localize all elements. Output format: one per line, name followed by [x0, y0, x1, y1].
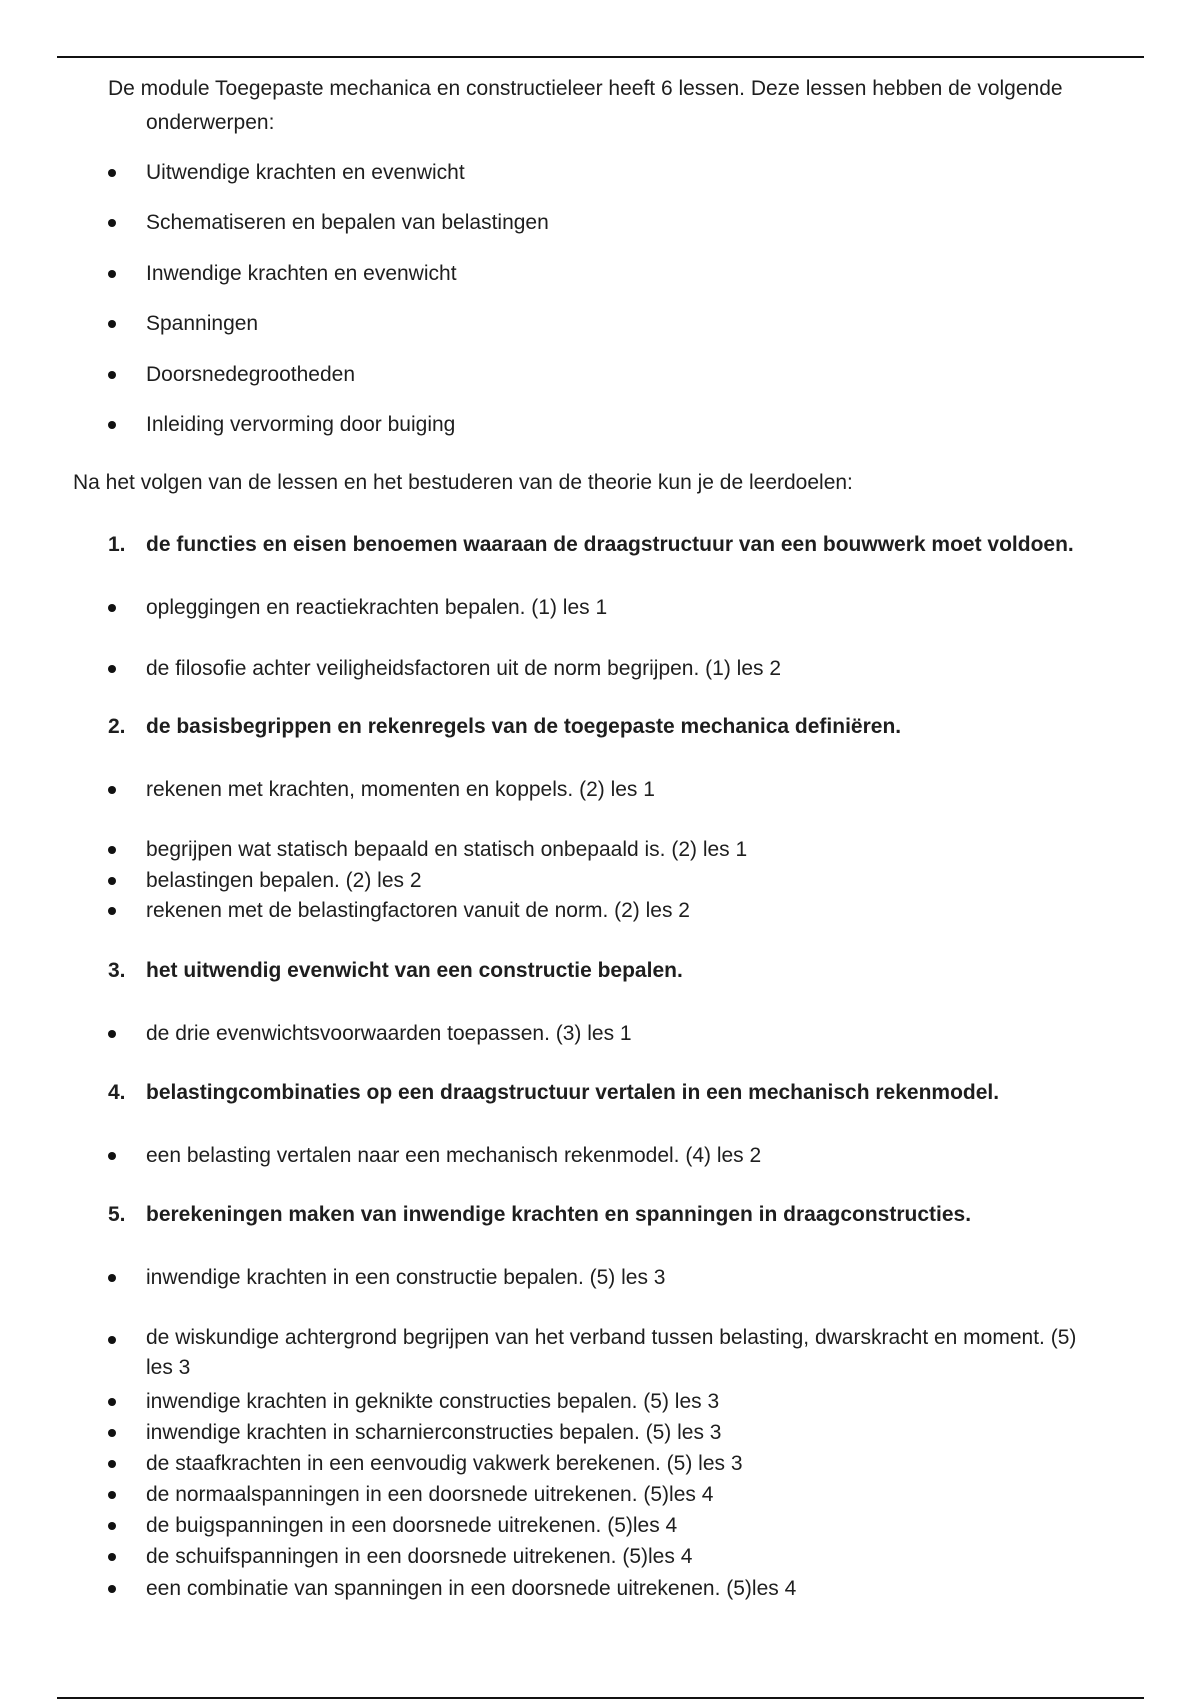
goal-item: rekenen met de belastingfactoren vanuit de norm. (2) les 2 [146, 899, 690, 922]
goal-item: de normaalspanningen in een doorsnede uitrekenen. (5)les 4 [146, 1483, 714, 1506]
topic-item: Uitwendige krachten en evenwicht [146, 161, 465, 184]
goal-item: de filosofie achter veiligheidsfactoren uit de norm begrijpen. (1) les 2 [146, 657, 782, 680]
bullet-icon [108, 786, 116, 794]
goal-title: de functies en eisen benoemen waaraan de draagstructuur van een bouwwerk moet voldoen. [146, 533, 1074, 556]
bullet-icon [108, 877, 116, 885]
goal-number: 3. [108, 959, 126, 982]
goal-item: inwendige krachten in scharnierconstructies bepalen. (5) les 3 [146, 1421, 722, 1444]
goal-item: inwendige krachten in een constructie bepalen. (5) les 3 [146, 1266, 666, 1289]
intro-line-2: onderwerpen: [146, 111, 275, 134]
footer-rule [57, 1697, 1144, 1699]
bullet-icon [108, 1274, 116, 1282]
goal-title: de basisbegrippen en rekenregels van de toegepaste mechanica definiëren. [146, 715, 902, 738]
bullet-icon [108, 1460, 116, 1468]
bullet-icon [108, 1522, 116, 1530]
goal-item: de drie evenwichtsvoorwaarden toepassen. (3) les 1 [146, 1022, 632, 1045]
bullet-icon [108, 219, 116, 227]
goal-item: de schuifspanningen in een doorsnede uitrekenen. (5)les 4 [146, 1545, 693, 1568]
goal-item: de buigspanningen in een doorsnede uitrekenen. (5)les 4 [146, 1514, 678, 1537]
goal-number: 4. [108, 1081, 126, 1104]
bullet-icon [108, 1152, 116, 1160]
bullet-icon [108, 1429, 116, 1437]
bullet-icon [108, 1398, 116, 1406]
bullet-icon [108, 1491, 116, 1499]
bullet-icon [108, 169, 116, 177]
topic-item: Doorsnedegrootheden [146, 363, 355, 386]
bullet-icon [108, 270, 116, 278]
goal-item: rekenen met krachten, momenten en koppels. (2) les 1 [146, 778, 655, 801]
bullet-icon [108, 846, 116, 854]
intro-paragraph [108, 72, 1128, 140]
bullet-icon [108, 1336, 116, 1344]
goal-item: de staafkrachten in een eenvoudig vakwerk berekenen. (5) les 3 [146, 1452, 743, 1475]
goal-item: belastingen bepalen. (2) les 2 [146, 869, 422, 892]
bullet-icon [108, 1030, 116, 1038]
goal-item: de wiskundige achtergrond begrijpen van het verband tussen belasting, dwarskracht en moment. (5) les 3 [146, 1326, 1077, 1379]
bullet-icon [108, 371, 116, 379]
goal-item: een belasting vertalen naar een mechanisch rekenmodel. (4) les 2 [146, 1144, 762, 1167]
goal-item: een combinatie van spanningen in een doorsnede uitrekenen. (5)les 4 [146, 1577, 797, 1600]
bullet-icon [108, 1553, 116, 1561]
intro-line-1: De module Toegepaste mechanica en constructieleer heeft 6 lessen. Deze lessen hebben de volgende [108, 77, 1063, 100]
bullet-icon [108, 665, 116, 673]
bullet-icon [108, 421, 116, 429]
bullet-icon [108, 604, 116, 612]
topic-item: Schematiseren en bepalen van belastingen [146, 211, 549, 234]
goal-item: opleggingen en reactiekrachten bepalen. (1) les 1 [146, 596, 608, 619]
bullet-icon [108, 1585, 116, 1593]
goal-number: 2. [108, 715, 126, 738]
bullet-icon [108, 907, 116, 915]
goal-item: begrijpen wat statisch bepaald en statisch onbepaald is. (2) les 1 [146, 838, 748, 861]
goal-number: 5. [108, 1203, 126, 1226]
goal-title: belastingcombinaties op een draagstructuur vertalen in een mechanisch rekenmodel. [146, 1081, 1000, 1104]
topic-item: Spanningen [146, 312, 259, 335]
goal-title: het uitwendig evenwicht van een constructie bepalen. [146, 959, 683, 982]
leerdoelen-intro: Na het volgen van de lessen en het bestuderen van de theorie kun je de leerdoelen: [73, 471, 853, 494]
goal-item: inwendige krachten in geknikte constructies bepalen. (5) les 3 [146, 1390, 720, 1413]
topic-item: Inwendige krachten en evenwicht [146, 262, 457, 285]
goal-number: 1. [108, 533, 126, 556]
goal-title: berekeningen maken van inwendige krachten en spanningen in draagconstructies. [146, 1203, 972, 1226]
header-rule [57, 56, 1144, 58]
topic-item: Inleiding vervorming door buiging [146, 413, 456, 436]
bullet-icon [108, 320, 116, 328]
